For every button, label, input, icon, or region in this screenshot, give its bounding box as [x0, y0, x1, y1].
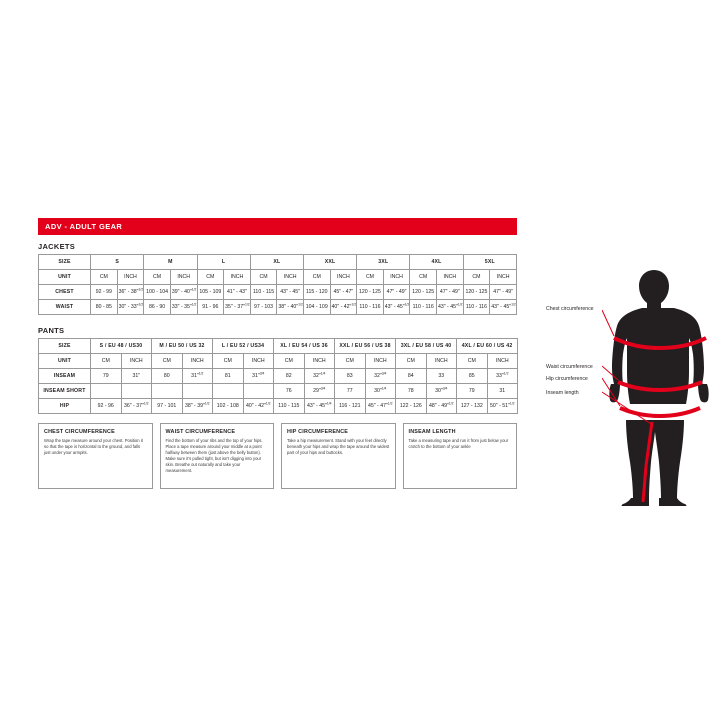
jackets-cell: 43" - 45" — [277, 285, 304, 300]
jackets-cell: 105 - 109 — [197, 285, 224, 300]
jackets-cell: 38" - 40"$^{1/2}$ — [277, 300, 304, 315]
pants-row-inseam-short-label: INSEAM SHORT — [39, 384, 91, 399]
jackets-size-l: L — [197, 255, 250, 270]
pants-size-3xl: 3XL / EU 58 / US 40 — [396, 339, 457, 354]
jackets-unit-cell: CM — [463, 270, 490, 285]
note-body: Find the bottom of your ribs and the top of your hips. Place a tape measure around your middle at a point halfway between them (just above the belly button). Make sure it's pulled tight, but isn't digging into your skin. Breathe out naturally and take your measurement. — [165, 438, 263, 474]
pants-cell: 38" - 39"$^{1/2}$ — [182, 399, 213, 414]
pants-row-inseam-label: INSEAM — [39, 369, 91, 384]
pants-size-4xl: 4XL / EU 60 / US 42 — [457, 339, 518, 354]
jackets-unit-cell: INCH — [383, 270, 410, 285]
pants-cell: 43" - 45"$^{1/4}$ — [304, 399, 335, 414]
jackets-cell: 41" - 43" — [224, 285, 251, 300]
pants-cell: 32"$^{3/4}$ — [365, 369, 396, 384]
pants-cell: 33"$^{1/2}$ — [487, 369, 518, 384]
pants-cell: 116 - 121 — [335, 399, 366, 414]
table-row — [39, 339, 518, 354]
jackets-cell: 104 - 109 — [303, 300, 330, 315]
section-label-jackets: JACKETS — [38, 242, 76, 251]
jackets-unit-cell: CM — [197, 270, 224, 285]
jackets-table — [38, 254, 517, 315]
pants-unit-cell: INCH — [121, 354, 152, 369]
note-waist — [160, 423, 275, 489]
jackets-cell: 80 - 85 — [91, 300, 118, 315]
pants-unit-cell: CM — [274, 354, 305, 369]
pants-cell: 30"$^{3/4}$ — [426, 384, 457, 399]
pants-cell: 78 — [396, 384, 427, 399]
pants-cell: 85 — [457, 369, 488, 384]
pants-unit-cell: INCH — [182, 354, 213, 369]
pants-cell — [91, 384, 122, 399]
table-row — [39, 354, 518, 369]
pants-unit-label: UNIT — [39, 354, 91, 369]
pants-unit-cell: CM — [396, 354, 427, 369]
body-silhouette-icon — [602, 266, 720, 506]
pants-cell — [182, 384, 213, 399]
jackets-cell: 86 - 90 — [144, 300, 171, 315]
pants-cell: 80 — [152, 369, 183, 384]
table-row — [39, 270, 517, 285]
jackets-size-3xl: 3XL — [357, 255, 410, 270]
jackets-unit-cell: CM — [144, 270, 171, 285]
figure-label-inseam: Inseam length — [546, 390, 579, 396]
table-row — [39, 399, 518, 414]
pants-size-l: L / EU 52 / US34 — [213, 339, 274, 354]
table-row — [39, 369, 518, 384]
pants-size-xxl: XXL / EU 56 / US 38 — [335, 339, 396, 354]
pants-cell: 79 — [91, 369, 122, 384]
jackets-row-waist-label: WAIST — [39, 300, 91, 315]
jackets-unit-cell: INCH — [224, 270, 251, 285]
pants-cell: 50" - 51"$^{1/2}$ — [487, 399, 518, 414]
jackets-unit-cell: CM — [91, 270, 118, 285]
pants-unit-cell: CM — [213, 354, 244, 369]
pants-cell: 92 - 96 — [91, 399, 122, 414]
jackets-cell: 35" - 37"$^{1/2}$ — [224, 300, 251, 315]
jackets-cell: 120 - 125 — [410, 285, 437, 300]
jackets-size-s: S — [91, 255, 144, 270]
jackets-unit-cell: CM — [303, 270, 330, 285]
jackets-unit-cell: CM — [410, 270, 437, 285]
pants-size-s: S / EU 48 / US30 — [91, 339, 152, 354]
note-hip — [281, 423, 396, 489]
jackets-row-chest-label: CHEST — [39, 285, 91, 300]
jackets-unit-cell: CM — [357, 270, 384, 285]
pants-unit-cell: INCH — [304, 354, 335, 369]
pants-cell: 31 — [487, 384, 518, 399]
pants-unit-cell: INCH — [243, 354, 274, 369]
jackets-cell: 115 - 120 — [303, 285, 330, 300]
pants-cell: 45" - 47"$^{1/2}$ — [365, 399, 396, 414]
pants-unit-cell: INCH — [365, 354, 396, 369]
jackets-cell: 45" - 47" — [330, 285, 357, 300]
jackets-cell: 39" - 40"$^{1/2}$ — [170, 285, 197, 300]
pants-cell: 40" - 42"$^{1/2}$ — [243, 399, 274, 414]
jackets-unit-cell: CM — [250, 270, 277, 285]
jackets-cell: 43" - 45"$^{1/2}$ — [437, 300, 464, 315]
jackets-cell: 110 - 116 — [410, 300, 437, 315]
jackets-cell: 100 - 104 — [144, 285, 171, 300]
jackets-cell: 30" - 33"$^{1/2}$ — [117, 300, 144, 315]
figure-label-chest: Chest circumference — [546, 306, 594, 312]
pants-cell: 30"$^{1/4}$ — [365, 384, 396, 399]
note-body: Take a hip measurement. Stand with your feet directly beneath your hips and wrap the tape around the widest part of your hips and buttocks. — [287, 438, 390, 456]
jackets-cell: 47" - 49" — [437, 285, 464, 300]
pants-unit-cell: CM — [457, 354, 488, 369]
jackets-size-m: M — [144, 255, 197, 270]
jackets-unit-cell: INCH — [490, 270, 517, 285]
jackets-cell: 47" - 49" — [383, 285, 410, 300]
jackets-size-xl: XL — [250, 255, 303, 270]
note-body: Take a measuring tape and run it from just below your crotch to the bottom of your ankle — [408, 438, 509, 450]
jackets-cell: 43" - 45"$^{1/2}$ — [383, 300, 410, 315]
pants-unit-cell: CM — [91, 354, 122, 369]
pants-row-hip-label: HIP — [39, 399, 91, 414]
section-label-pants: PANTS — [38, 326, 65, 335]
pants-unit-cell: CM — [335, 354, 366, 369]
note-title: INSEAM LENGTH — [408, 429, 456, 435]
pants-cell: 36" - 37"$^{1/2}$ — [121, 399, 152, 414]
pants-unit-cell: CM — [152, 354, 183, 369]
jackets-unit-cell: INCH — [330, 270, 357, 285]
pants-cell: 79 — [457, 384, 488, 399]
jackets-size-4xl: 4XL — [410, 255, 463, 270]
pants-size-m: M / EU 50 / US 32 — [152, 339, 213, 354]
figure-label-hip: Hip circumference — [546, 376, 588, 382]
measurement-figure — [540, 266, 720, 506]
pants-cell: 33 — [426, 369, 457, 384]
jackets-cell: 110 - 116 — [357, 300, 384, 315]
jackets-cell: 110 - 116 — [463, 300, 490, 315]
jackets-size-xxl: XXL — [303, 255, 356, 270]
page-title: ADV - ADULT GEAR — [38, 218, 517, 235]
note-title: CHEST CIRCUMFERENCE — [44, 429, 115, 435]
pants-size-xl: XL / EU 54 / US 36 — [274, 339, 335, 354]
note-chest — [38, 423, 153, 489]
pants-cell: 122 - 126 — [396, 399, 427, 414]
jackets-unit-cell: INCH — [170, 270, 197, 285]
jackets-unit-cell: INCH — [117, 270, 144, 285]
jackets-unit-cell: INCH — [437, 270, 464, 285]
pants-cell: 82 — [274, 369, 305, 384]
pants-cell: 97 - 101 — [152, 399, 183, 414]
note-title: WAIST CIRCUMFERENCE — [165, 429, 236, 435]
pants-cell: 48" - 49"$^{1/2}$ — [426, 399, 457, 414]
pants-cell: 110 - 115 — [274, 399, 305, 414]
pants-cell: 76 — [274, 384, 305, 399]
pants-col-size: SIZE — [39, 339, 91, 354]
table-row — [39, 384, 518, 399]
jackets-cell: 110 - 115 — [250, 285, 277, 300]
measurement-notes — [38, 423, 517, 489]
pants-unit-cell: INCH — [487, 354, 518, 369]
pants-cell: 81 — [213, 369, 244, 384]
jackets-size-5xl: 5XL — [463, 255, 516, 270]
note-body: Wrap the tape measure around your chest. Position it so that the tape is horizontal to the ground, and falls just under your armpits. — [44, 438, 143, 456]
pants-cell: 127 - 132 — [457, 399, 488, 414]
jackets-cell: 36" - 38"$^{1/2}$ — [117, 285, 144, 300]
pants-cell: 84 — [396, 369, 427, 384]
pants-cell: 77 — [335, 384, 366, 399]
jackets-col-size: SIZE — [39, 255, 91, 270]
jackets-cell: 33" - 35"$^{1/2}$ — [170, 300, 197, 315]
jackets-cell: 40" - 42"$^{1/2}$ — [330, 300, 357, 315]
pants-cell: 31"$^{3/4}$ — [243, 369, 274, 384]
pants-cell: 31" — [121, 369, 152, 384]
pants-cell: 83 — [335, 369, 366, 384]
pants-cell: 102 - 108 — [213, 399, 244, 414]
jackets-unit-label: UNIT — [39, 270, 91, 285]
note-title: HIP CIRCUMFERENCE — [287, 429, 349, 435]
jackets-cell: 43" - 45"$^{1/2}$ — [490, 300, 517, 315]
pants-cell: 31"$^{1/2}$ — [182, 369, 213, 384]
pants-cell — [152, 384, 183, 399]
pants-cell: 29"$^{3/4}$ — [304, 384, 335, 399]
pants-table — [38, 338, 518, 414]
figure-label-waist: Waist circumference — [546, 364, 593, 370]
pants-cell — [121, 384, 152, 399]
jackets-unit-cell: INCH — [277, 270, 304, 285]
jackets-cell: 120 - 125 — [463, 285, 490, 300]
table-row — [39, 300, 517, 315]
jackets-cell: 92 - 99 — [91, 285, 118, 300]
pants-unit-cell: INCH — [426, 354, 457, 369]
jackets-cell: 91 - 96 — [197, 300, 224, 315]
jackets-cell: 97 - 103 — [250, 300, 277, 315]
pants-cell: 32"$^{1/4}$ — [304, 369, 335, 384]
jackets-cell: 120 - 125 — [357, 285, 384, 300]
pants-cell — [243, 384, 274, 399]
jackets-cell: 47" - 49" — [490, 285, 517, 300]
note-inseam — [403, 423, 518, 489]
table-row — [39, 285, 517, 300]
pants-cell — [213, 384, 244, 399]
table-row — [39, 255, 517, 270]
